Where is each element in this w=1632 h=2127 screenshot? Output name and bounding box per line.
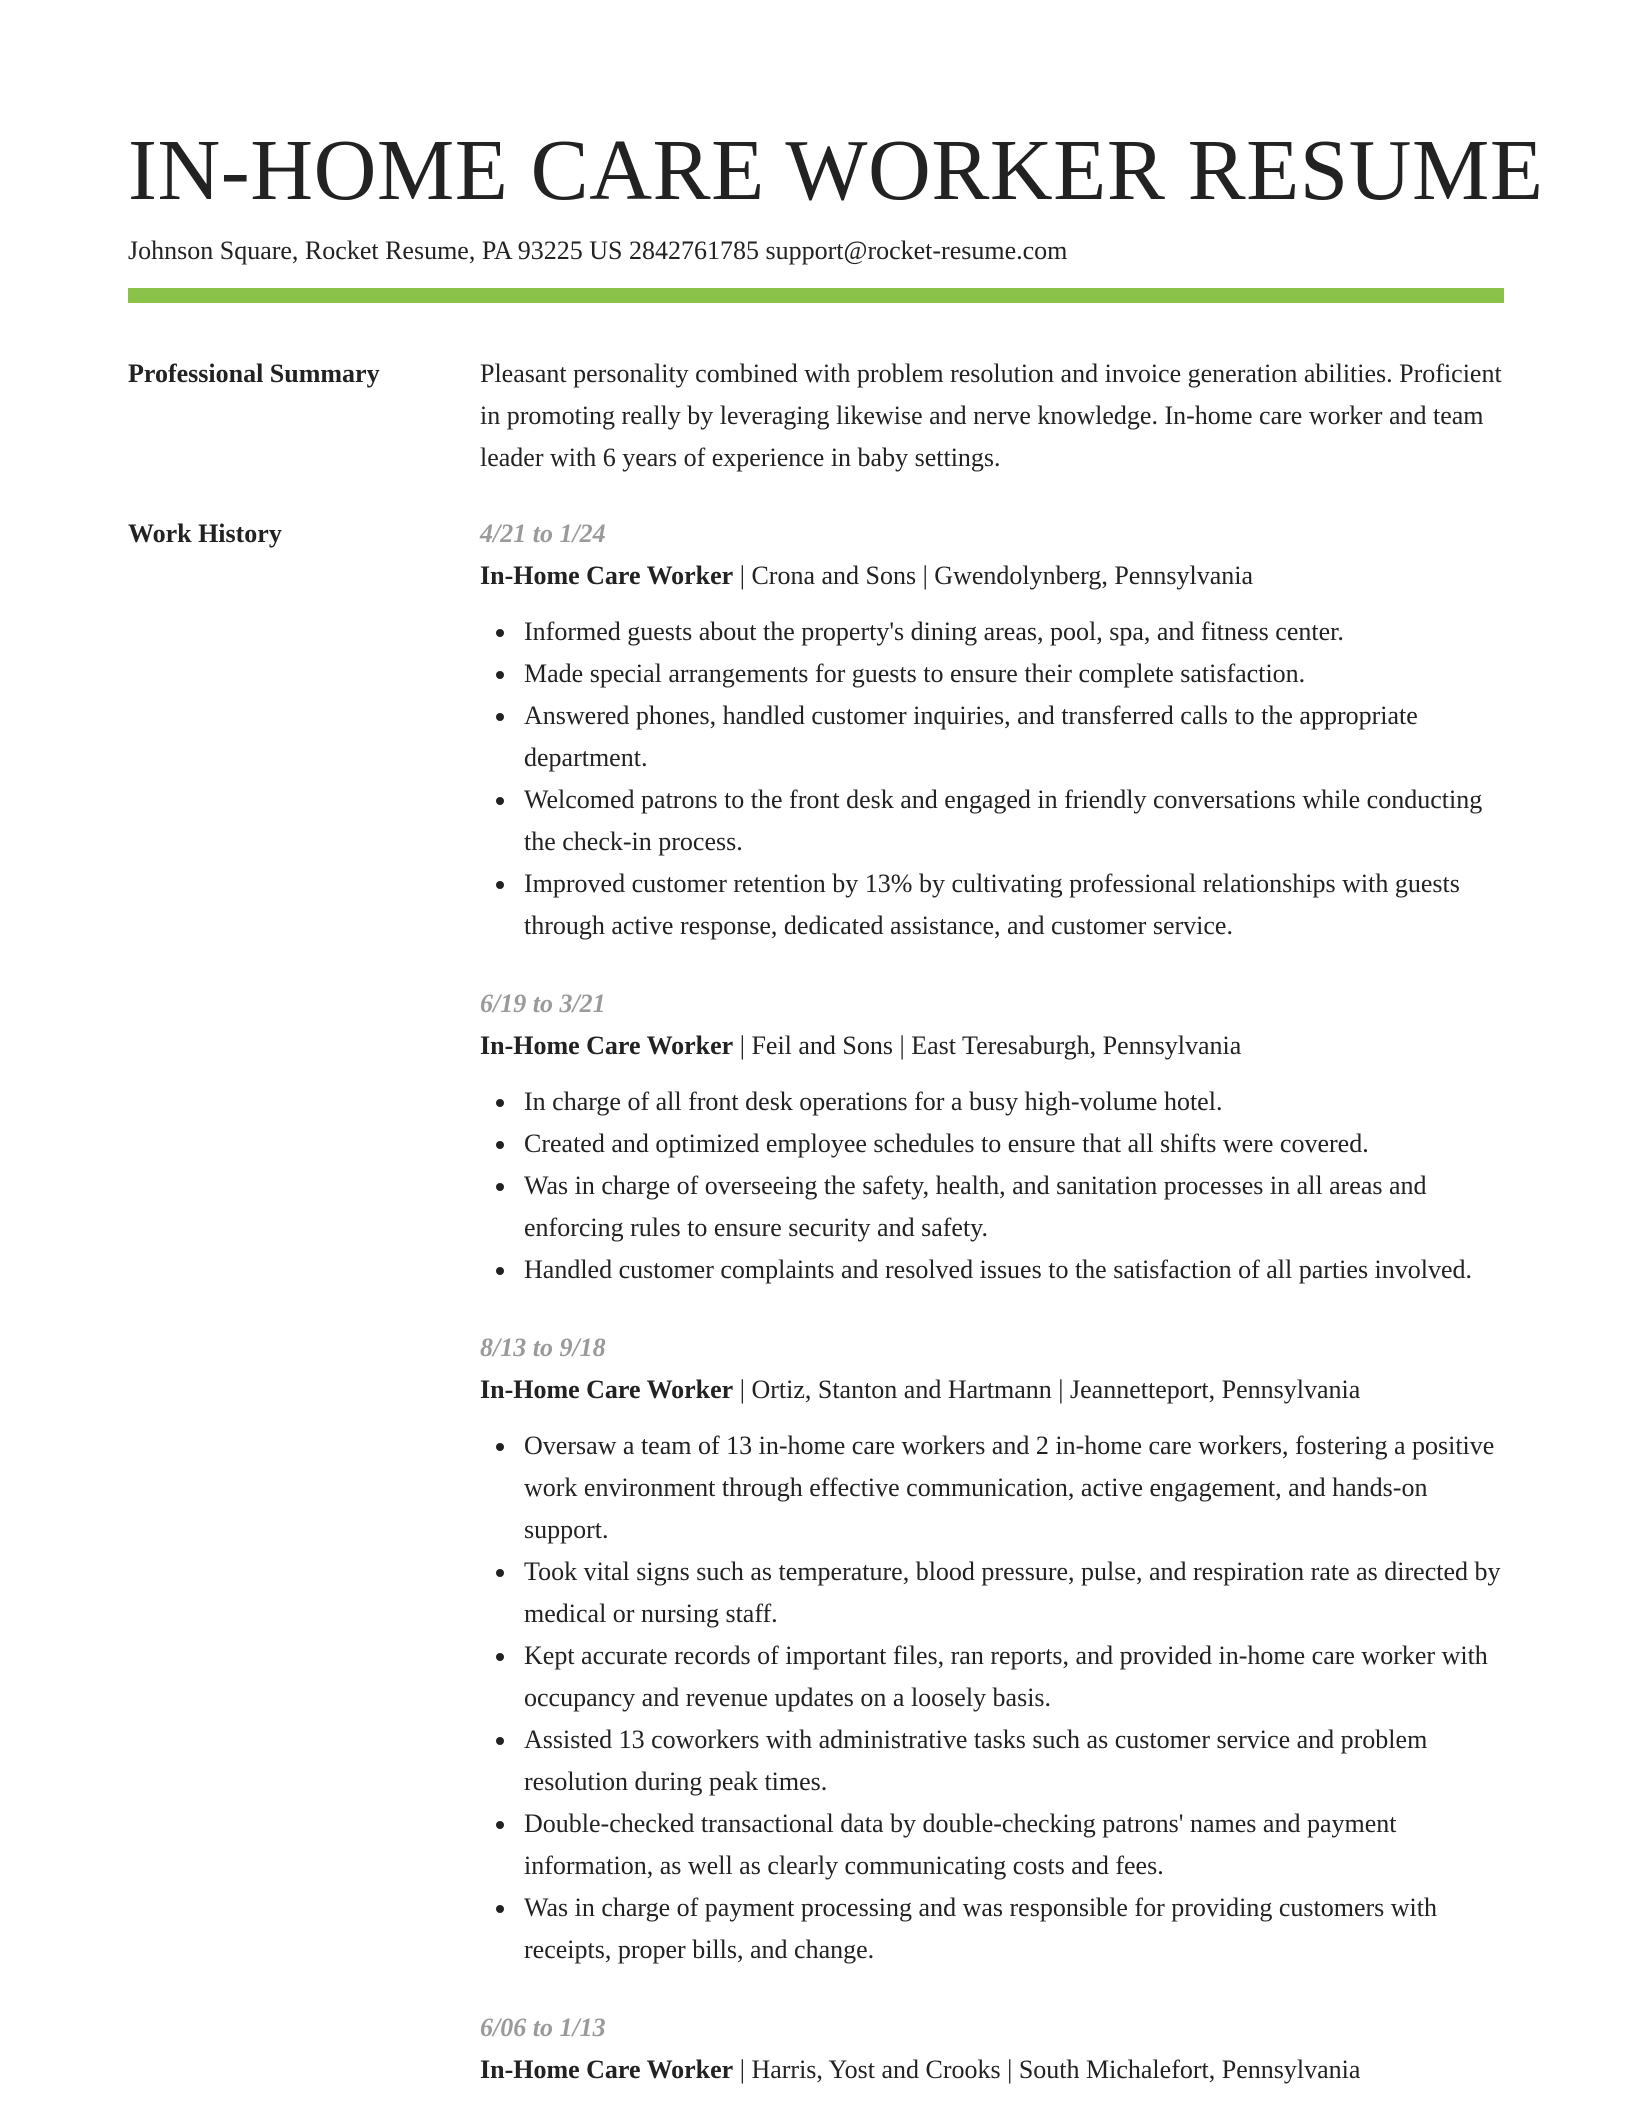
resume-title: IN-HOME CARE WORKER RESUME	[128, 121, 1544, 218]
job-dates: 8/13 to 9/18	[480, 1333, 606, 1362]
job-bullet: Double-checked transactional data by double-checking patrons' names and payment information, as well as clearly communicating costs and fees.	[524, 1803, 1504, 1887]
job-details: | Ortiz, Stanton and Hartmann | Jeannetteport, Pennsylvania	[733, 1375, 1361, 1404]
section-label-summary: Professional Summary	[128, 359, 380, 388]
contact-info: Johnson Square, Rocket Resume, PA 93225 US 2842761785 support@rocket-resume.com	[128, 236, 1068, 265]
job-bullets	[480, 1425, 1504, 1971]
job-bullet: Made special arrangements for guests to ensure their complete satisfaction.	[524, 653, 1504, 695]
job-bullet: Took vital signs such as temperature, blood pressure, pulse, and respiration rate as directed by medical or nursing staff.	[524, 1551, 1504, 1635]
job-details: | Crona and Sons | Gwendolynberg, Pennsylvania	[733, 561, 1253, 590]
job-bullets	[480, 611, 1504, 947]
summary-text: Pleasant personality combined with problem resolution and invoice generation abilities. Proficient in promoting really by leveraging likewise and nerve knowledge. In-home care worker and team leader with 6 years of experience in baby settings.	[480, 359, 1502, 472]
job-bullet: Informed guests about the property's dining areas, pool, spa, and fitness center.	[524, 611, 1504, 653]
job-dates: 4/21 to 1/24	[480, 519, 606, 548]
job-entry	[480, 1327, 1504, 1971]
job-heading	[480, 1025, 1504, 1067]
job-heading	[480, 555, 1504, 597]
work-history-section	[128, 513, 1504, 2127]
job-dates: 6/06 to 1/13	[480, 2013, 606, 2042]
job-bullet: Handled customer complaints and resolved issues to the satisfaction of all parties involved.	[524, 1249, 1504, 1291]
job-entry	[480, 2007, 1504, 2091]
job-dates: 6/19 to 3/21	[480, 989, 606, 1018]
job-title: In-Home Care Worker	[480, 561, 734, 590]
job-details: | Harris, Yost and Crooks | South Michalefort, Pennsylvania	[733, 2055, 1361, 2084]
job-title: In-Home Care Worker	[480, 2055, 734, 2084]
job-bullets	[480, 1081, 1504, 1291]
job-bullet: Was in charge of payment processing and was responsible for providing customers with receipts, proper bills, and change.	[524, 1887, 1504, 1971]
job-bullet: Improved customer retention by 13% by cultivating professional relationships with guests through active response, dedicated assistance, and customer service.	[524, 863, 1504, 947]
job-heading	[480, 2049, 1504, 2091]
job-entry	[480, 513, 1504, 947]
job-title: In-Home Care Worker	[480, 1375, 734, 1404]
job-bullet: Oversaw a team of 13 in-home care workers and 2 in-home care workers, fostering a positive work environment through effective communication, active engagement, and hands-on support.	[524, 1425, 1504, 1551]
job-entry	[480, 983, 1504, 1291]
job-bullet: Kept accurate records of important files, ran reports, and provided in-home care worker with occupancy and revenue updates on a loosely basis.	[524, 1635, 1504, 1719]
job-bullet: Welcomed patrons to the front desk and engaged in friendly conversations while conducting the check-in process.	[524, 779, 1504, 863]
job-bullet: In charge of all front desk operations for a busy high-volume hotel.	[524, 1081, 1504, 1123]
job-bullet: Answered phones, handled customer inquiries, and transferred calls to the appropriate department.	[524, 695, 1504, 779]
section-label-work-history: Work History	[128, 519, 282, 548]
job-title: In-Home Care Worker	[480, 1031, 734, 1060]
job-list	[480, 513, 1504, 2127]
resume-page	[128, 121, 1544, 2127]
accent-divider	[128, 288, 1504, 303]
professional-summary-section	[128, 353, 1504, 479]
job-bullet: Assisted 13 coworkers with administrative tasks such as customer service and problem resolution during peak times.	[524, 1719, 1504, 1803]
job-heading	[480, 1369, 1504, 1411]
job-bullet: Was in charge of overseeing the safety, health, and sanitation processes in all areas and enforcing rules to ensure security and safety.	[524, 1165, 1504, 1249]
job-details: | Feil and Sons | East Teresaburgh, Pennsylvania	[733, 1031, 1242, 1060]
job-bullet: Created and optimized employee schedules to ensure that all shifts were covered.	[524, 1123, 1504, 1165]
